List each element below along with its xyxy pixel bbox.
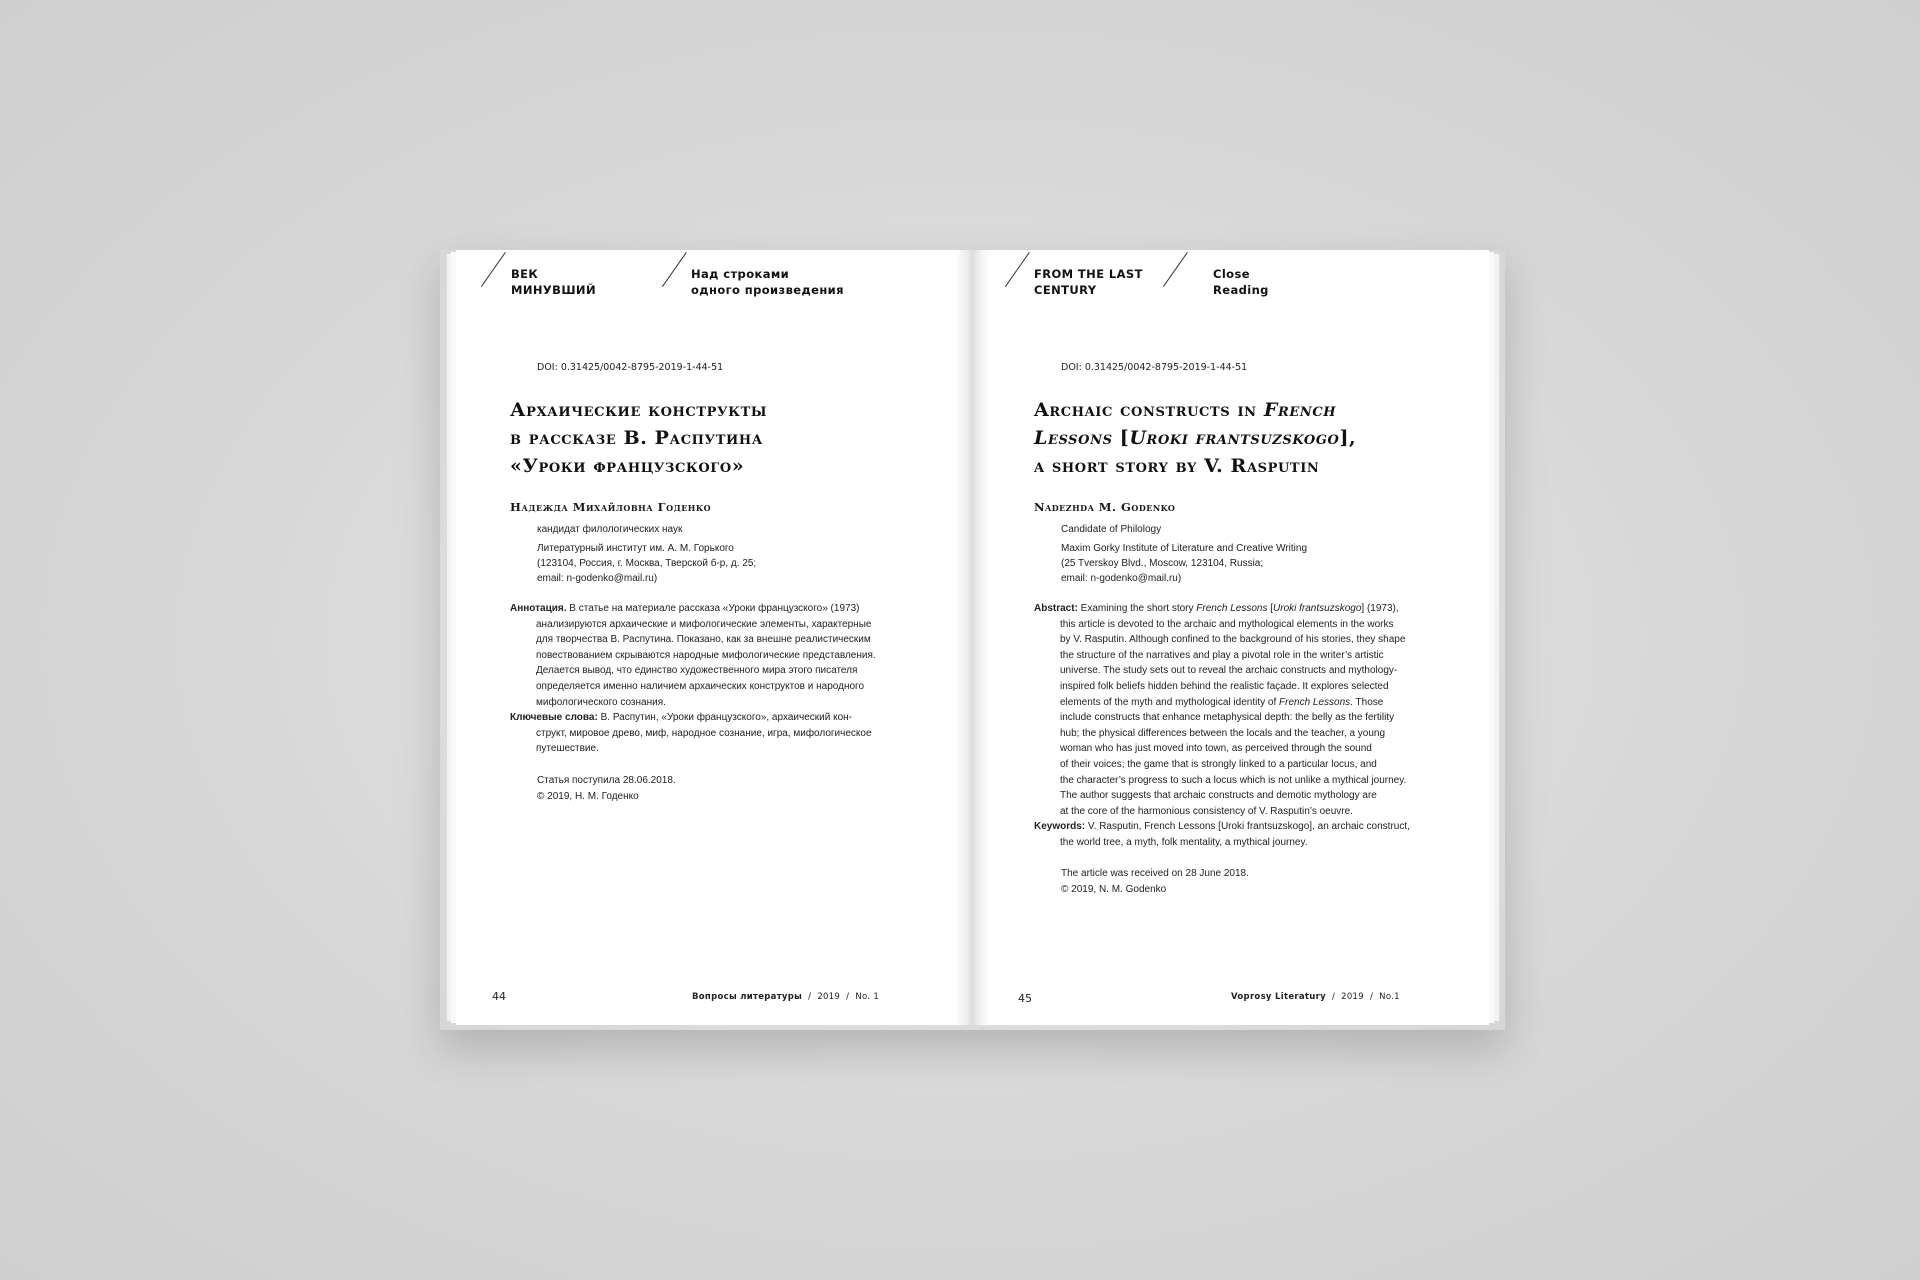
abstract-line: повествованием скрываются народные мифологические представления. — [536, 649, 876, 661]
abstract-label: Аннотация. — [510, 603, 567, 614]
abstract-line: hub; the physical differences between the locals and the teacher, a young — [1060, 727, 1386, 739]
abstract-line: the character’s progress to such a locus which is not unlike a mythical journey. — [1060, 774, 1407, 786]
keywords-label: Ключевые слова: — [510, 712, 598, 724]
abstract-line: определяется именно наличием архаических конструктов и народного — [536, 680, 865, 692]
abstract-line: inspired folk beliefs hidden behind the realistic façade. It explores selected — [1060, 680, 1389, 692]
abstract-text: В статье на материале рассказа «Уроки французского» (1973) — [566, 603, 860, 614]
title-line: в рассказе В. Распутина — [510, 427, 763, 449]
abstract-line: мифологического сознания. — [536, 696, 666, 708]
keywords-text: В. Распутин, «Уроки французского», архаический кон- — [597, 712, 852, 724]
abstract-line: анализируются архаические и мифологические элементы, характерные — [536, 618, 872, 630]
keywords-line: путешествие. — [536, 743, 599, 755]
running-footer: Вопросы литературы / 2019 / No. 1 — [692, 992, 880, 1002]
received-info — [537, 773, 676, 805]
affiliation-line: email: n-godenko@mail.ru) — [537, 573, 658, 584]
journal-issue: No. 1 — [855, 992, 880, 1002]
doi: DOI: 0.31425/0042-8795-2019-1-44-51 — [537, 362, 724, 373]
copyright: © 2019, Н. М. Годенко — [537, 791, 639, 802]
abstract-line: Делается вывод, что единство художественного мира этого писателя — [536, 665, 858, 677]
abstract-line: this article is devoted to the archaic and mythological elements in the works — [1060, 618, 1394, 630]
abstract — [1034, 601, 1474, 851]
article-title — [510, 396, 767, 480]
abstract-italic: French Lessons — [1196, 603, 1268, 614]
title-italic: French — [1263, 399, 1337, 421]
journal-name: Voprosy Literatury — [1231, 992, 1326, 1002]
journal-year: 2019 — [817, 992, 841, 1002]
running-footer: Voprosy Literatury / 2019 / No.1 — [1231, 992, 1400, 1002]
title-line: Архаические конструкты — [510, 399, 768, 421]
title-italic: Uroki frantsuzskogo — [1129, 427, 1340, 449]
journal-issue: No.1 — [1379, 992, 1400, 1002]
title-line: «Уроки французского» — [510, 455, 745, 477]
received-info — [1061, 866, 1249, 898]
keywords-label: Keywords: — [1034, 821, 1086, 833]
journal-name: Вопросы литературы — [692, 992, 803, 1002]
section-rubric: FROM THE LAST CENTURY — [1034, 267, 1143, 297]
subsection-rubric: Над строками одного произведения — [691, 267, 844, 297]
author-degree: кандидат филологических наук — [537, 524, 683, 535]
page-number: 44 — [492, 990, 506, 1003]
abstract-text: [ — [1267, 603, 1274, 614]
affiliation-line: Литературный институт им. А. М. Горького — [537, 543, 734, 554]
abstract-line: the structure of the narratives and play a pivotal role in the writer’s artistic — [1060, 649, 1384, 661]
author-degree: Candidate of Philology — [1061, 524, 1162, 535]
keywords-text: V. Rasputin, French Lessons [Uroki frantsuzskogo], an archaic construct, — [1085, 821, 1410, 833]
abstract-italic: French Lessons — [1279, 696, 1351, 708]
book-gutter — [955, 250, 990, 1025]
keywords-line: структ, мировое древо, миф, народное сознание, игра, мифологическое — [536, 727, 872, 739]
abstract-line — [1034, 695, 1474, 711]
abstract-text: elements of the myth and mythological identity of — [1060, 696, 1280, 708]
author-name: Надежда Михайловна Годенко — [510, 500, 712, 514]
abstract-italic: Uroki frantsuzskogo — [1273, 603, 1362, 614]
article-title — [1034, 396, 1356, 480]
abstract-line: at the core of the harmonious consistency of V. Rasputin’s oeuvre. — [1060, 805, 1353, 817]
doi: DOI: 0.31425/0042-8795-2019-1-44-51 — [1061, 362, 1248, 373]
received-date: Статья поступила 28.06.2018. — [537, 775, 676, 786]
author-affiliation — [537, 541, 756, 586]
abstract-line: The author suggests that archaic constructs and demotic mythology are — [1060, 790, 1377, 802]
abstract-text: Examining the short story — [1077, 603, 1197, 614]
title-line: a short story by V. Rasputin — [1034, 455, 1320, 477]
abstract-text: . Those — [1350, 696, 1384, 708]
title-text: [ — [1112, 427, 1130, 449]
author-name: Nadezhda M. Godenko — [1034, 500, 1176, 514]
subsection-rubric: Close Reading — [1213, 267, 1269, 297]
abstract-label: Abstract: — [1034, 603, 1078, 614]
affiliation-line: Maxim Gorky Institute of Literature and Creative Writing — [1061, 543, 1308, 554]
page-edge-right-inner — [1489, 252, 1494, 1023]
abstract-line: by V. Rasputin. Although confined to the background of his stories, they shape — [1060, 634, 1406, 646]
page-number: 45 — [1018, 992, 1032, 1005]
journal-year: 2019 — [1341, 992, 1364, 1002]
title-text: ], — [1339, 427, 1357, 449]
section-rubric: ВЕК МИНУВШИЙ — [511, 267, 596, 297]
abstract-line: universe. The study sets out to reveal the archaic constructs and mythology- — [1060, 665, 1398, 677]
author-affiliation — [1061, 541, 1307, 586]
copyright: © 2019, N. M. Godenko — [1061, 884, 1167, 895]
received-date: The article was received on 28 June 2018. — [1061, 868, 1249, 879]
abstract-line: для творчества В. Распутина. Показано, как за внешне реалистическим — [536, 634, 871, 646]
keywords-line: the world tree, a myth, folk mentality, a mythical journey. — [1060, 836, 1308, 848]
abstract-line: of their voices; the game that is strongly linked to a particular locus, and — [1060, 758, 1377, 770]
title-italic: Lessons — [1034, 427, 1113, 449]
abstract-line: woman who has just moved into town, as perceived through the sound — [1060, 743, 1372, 755]
affiliation-line: (25 Tverskoy Blvd., Moscow, 123104, Russia; — [1061, 558, 1264, 569]
affiliation-line: (123104, Россия, г. Москва, Тверской б-р, д. 25; — [537, 558, 757, 569]
abstract-text: ] (1973), — [1361, 603, 1399, 614]
affiliation-line: email: n-godenko@mail.ru) — [1061, 573, 1182, 584]
abstract — [510, 601, 930, 757]
title-text: Archaic constructs in — [1034, 399, 1264, 421]
abstract-line: include constructs that enhance metaphysical depth: the belly as the fertility — [1060, 712, 1395, 724]
